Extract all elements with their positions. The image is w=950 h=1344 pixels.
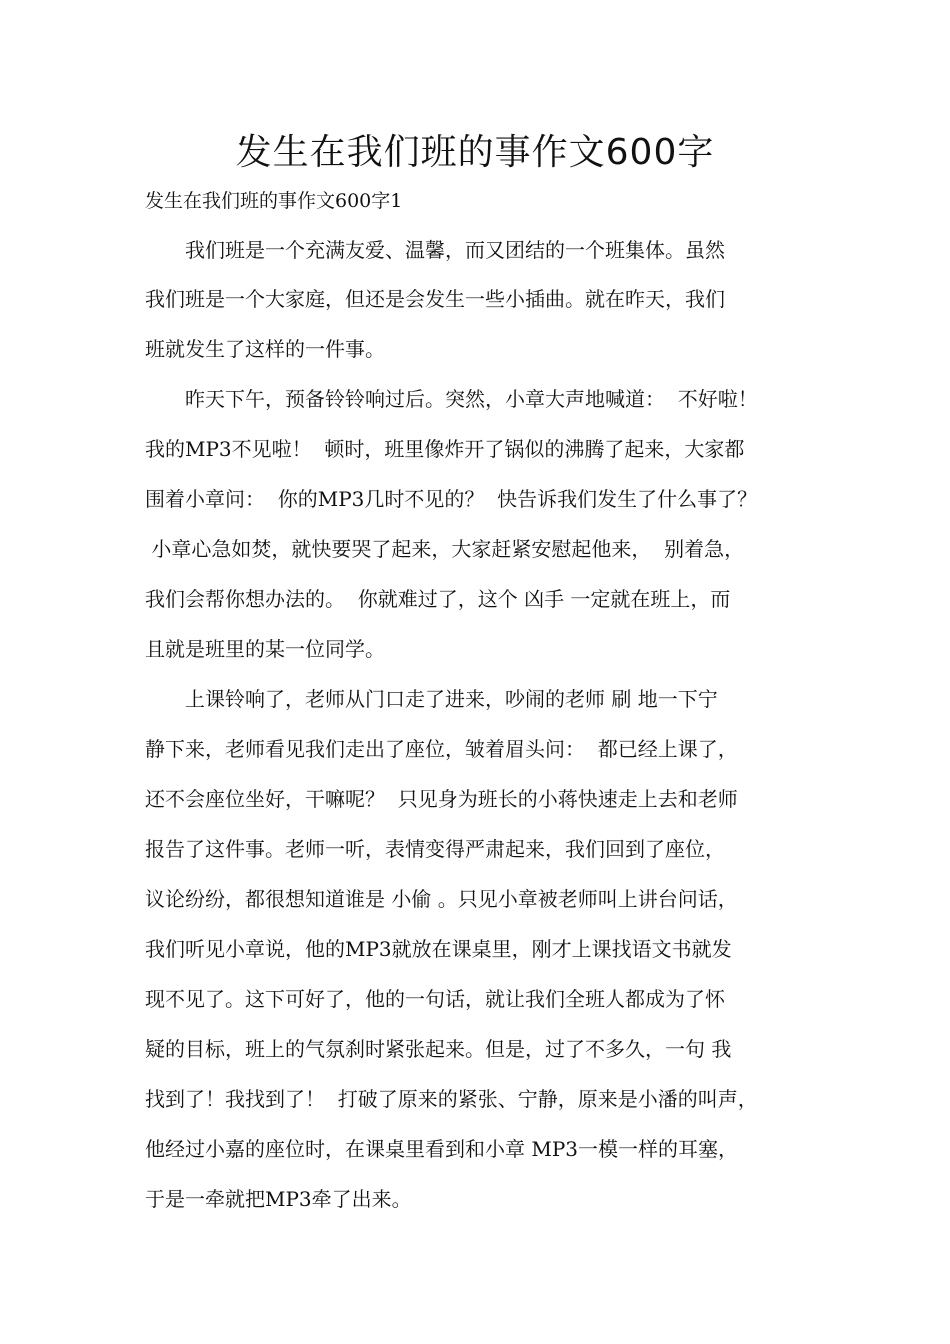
text-line: 报告了这件事。老师一听，表情变得严肃起来，我们回到了座位，	[145, 837, 725, 861]
text-line: 小章心急如焚，就快要哭了起来，大家赶紧安慰起他来， 别着急，	[145, 537, 745, 561]
document-subtitle: 发生在我们班的事作文600字1	[145, 190, 403, 212]
text-line: 还不会座位坐好，干嘛呢？ 只见身为班长的小蒋快速走上去和老师	[145, 787, 738, 811]
text-line: 议论纷纷，都很想知道谁是 小偷 。只见小章被老师叫上讲台问话，	[145, 887, 738, 911]
text-line: 我们会帮你想办法的。 你就难过了，这个 凶手 一定就在班上，而	[145, 587, 731, 611]
text-line: 我们班是一个大家庭，但还是会发生一些小插曲。就在昨天，我们	[145, 287, 725, 311]
document-title: 发生在我们班的事作文600字	[235, 132, 715, 173]
text-line: 找到了！我找到了！ 打破了原来的紧张、宁静，原来是小潘的叫声，	[145, 1087, 758, 1111]
text-line: 现不见了。这下可好了，他的一句话，就让我们全班人都成为了怀	[145, 987, 725, 1011]
text-line: 且就是班里的某一位同学。	[145, 637, 385, 661]
text-line: 我们班是一个充满友爱、温馨，而又团结的一个班集体。虽然	[145, 238, 725, 262]
text-line: 我们听见小章说，他的MP3就放在课桌里，刚才上课找语文书就发	[145, 937, 732, 961]
text-line: 疑的目标，班上的气氛刹时紧张起来。但是，过了不多久，一句 我	[145, 1037, 732, 1061]
text-line: 班就发生了这样的一件事。	[145, 337, 385, 361]
text-line: 上课铃响了，老师从门口走了进来，吵闹的老师 刷 地一下宁	[145, 687, 718, 711]
text-line: 静下来，老师看见我们走出了座位，皱着眉头问： 都已经上课了，	[145, 737, 738, 761]
text-line: 昨天下午，预备铃铃响过后。突然，小章大声地喊道： 不好啦！	[145, 387, 758, 411]
text-line: 我的MP3不见啦！ 顿时，班里像炸开了锅似的沸腾了起来，大家都	[145, 437, 745, 461]
text-line: 于是一牵就把MP3牵了出来。	[145, 1187, 412, 1211]
text-line: 围着小章问： 你的MP3几时不见的？ 快告诉我们发生了什么事了？	[145, 487, 758, 511]
text-line: 他经过小嘉的座位时，在课桌里看到和小章 MP3一模一样的耳塞，	[145, 1137, 739, 1161]
